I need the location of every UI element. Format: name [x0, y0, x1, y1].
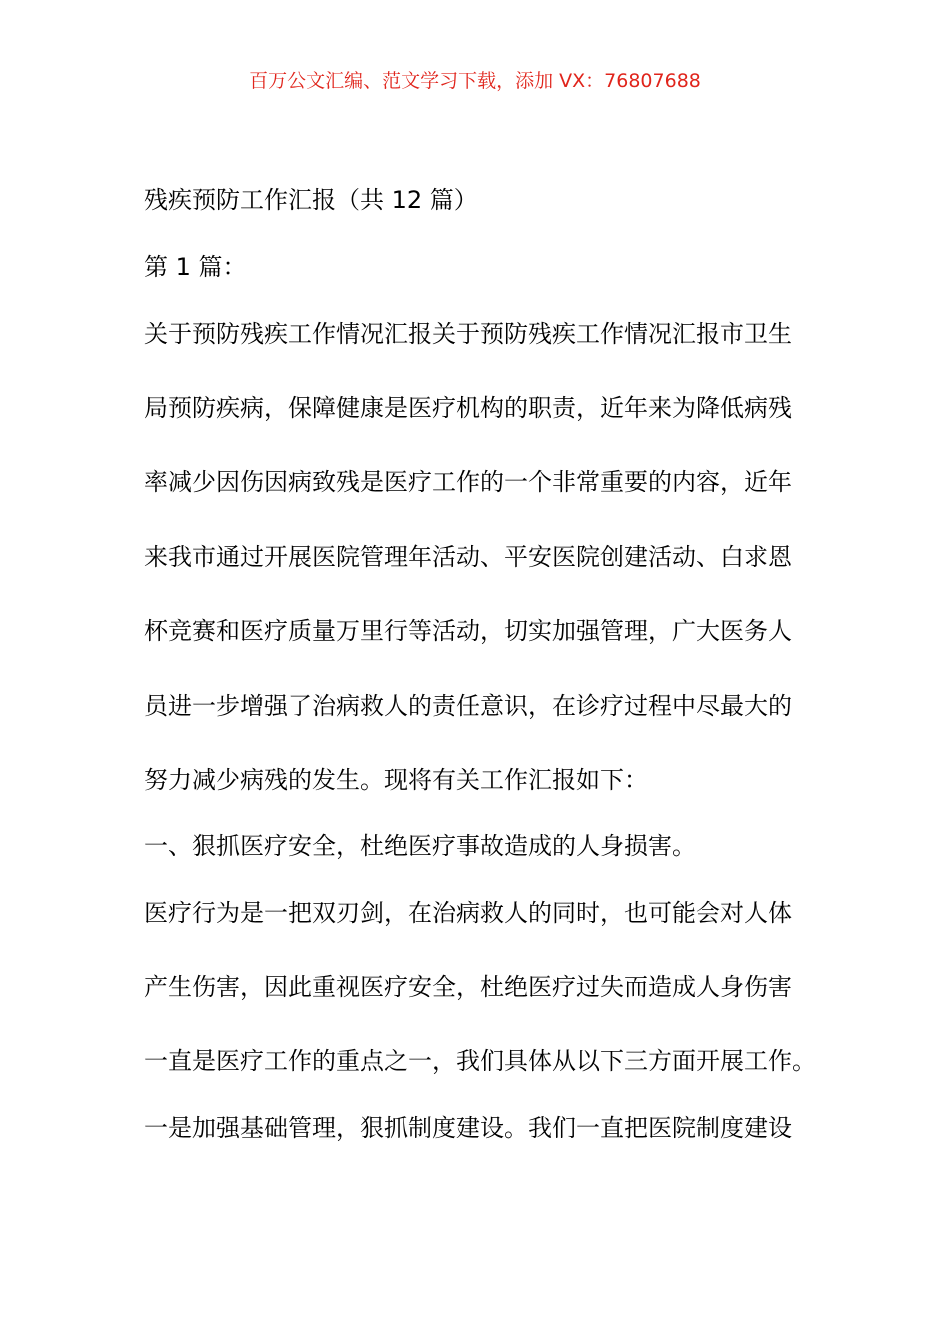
body-line: 杯竞赛和医疗质量万里行等活动，切实加强管理，广大医务人 — [144, 617, 792, 645]
body-line: 局预防疾病，保障健康是医疗机构的职责，近年来为降低病残 — [144, 394, 792, 422]
body-line: 产生伤害，因此重视医疗安全，杜绝医疗过失而造成人身伤害 — [144, 973, 792, 1001]
header-banner: 百万公文汇编、范文学习下载，添加 VX：76807688 — [249, 70, 701, 92]
body-line: 关于预防残疾工作情况汇报关于预防残疾工作情况汇报市卫生 — [144, 320, 792, 348]
body-line: 员进一步增强了治病救人的责任意识，在诊疗过程中尽最大的 — [144, 692, 792, 720]
subheading: 一、狠抓医疗安全，杜绝医疗事故造成的人身损害。 — [144, 832, 696, 860]
body-line: 来我市通过开展医院管理年活动、平安医院创建活动、白求恩 — [144, 543, 792, 571]
section-label: 第 1 篇： — [144, 253, 247, 281]
body-line: 率减少因伤因病致残是医疗工作的一个非常重要的内容，近年 — [144, 468, 792, 496]
body-line: 一是加强基础管理，狠抓制度建设。我们一直把医院制度建设 — [144, 1114, 792, 1142]
document-title: 残疾预防工作汇报（共 12 篇） — [144, 186, 478, 214]
body-line: 一直是医疗工作的重点之一，我们具体从以下三方面开展工作。 — [144, 1047, 816, 1075]
body-line: 努力减少病残的发生。现将有关工作汇报如下： — [144, 766, 648, 794]
body-line: 医疗行为是一把双刃剑，在治病救人的同时，也可能会对人体 — [144, 899, 792, 927]
